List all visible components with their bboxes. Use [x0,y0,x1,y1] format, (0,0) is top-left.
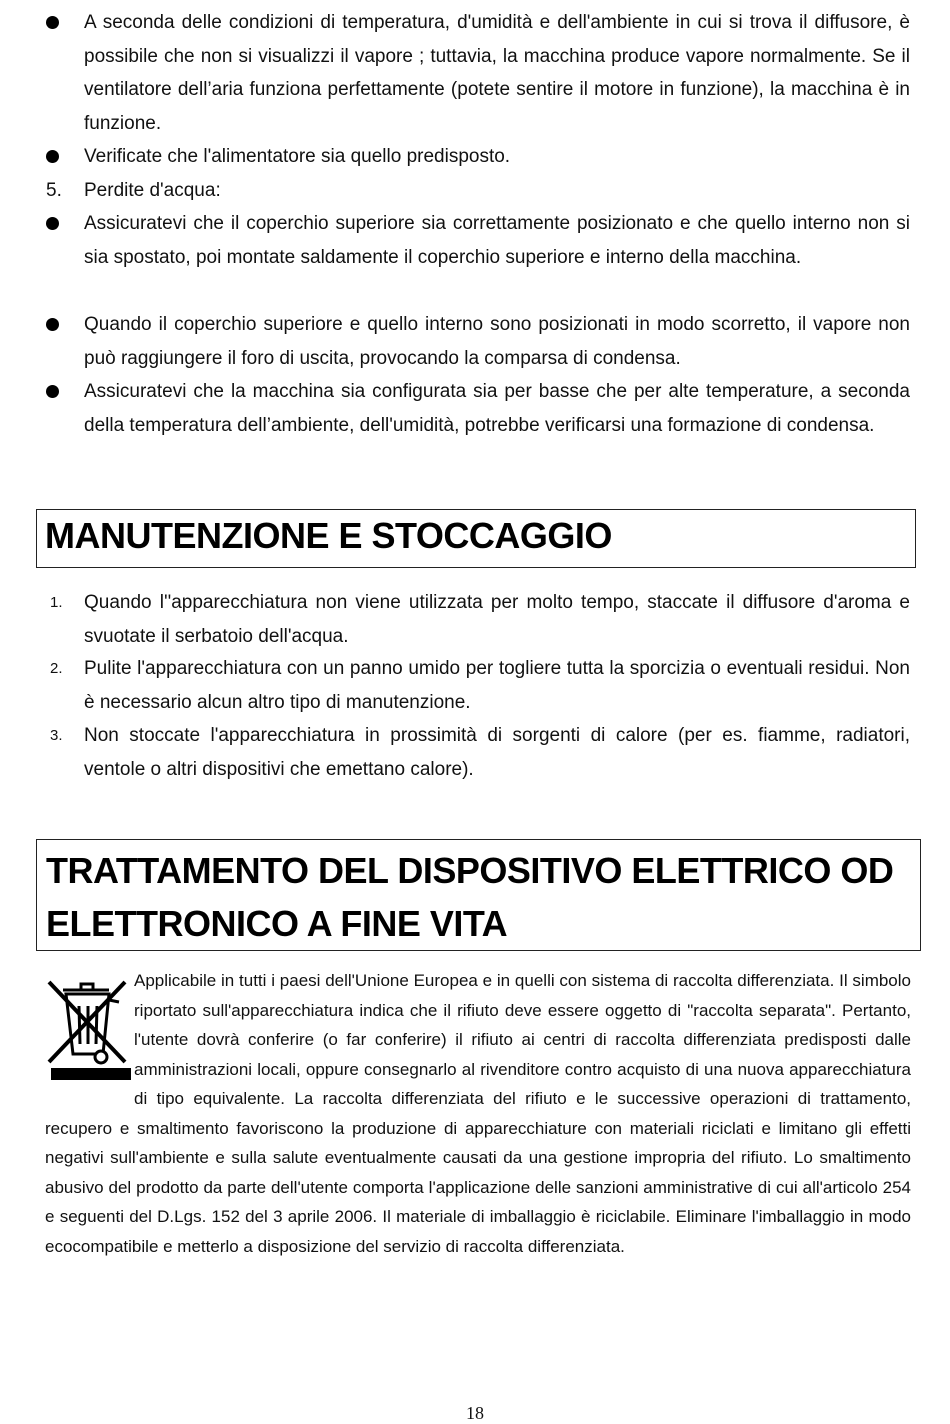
list-item-text: Perdite d'acqua: [84,180,221,201]
list-item-text: A seconda delle condizioni di temperatura, d'umidità e dell'ambiente in cui si trova il diffusore, è possibile che non si visualizzi il vapore ; tuttavia, la macchina produce vapore normalmente. Se il ventilatore dell’aria funziona perfettamente (potete sentire il motore in funzione), la macchina è in funzione. [84,12,910,134]
list-number: 2. [50,660,63,677]
weee-text: Applicabile in tutti i paesi dell'Unione Europea e in quelli con sistema di raccolta differenziata. Il simbolo riportato sull'apparecchiatura indica che il rifiuto deve essere oggetto di "raccolta separata". Pertanto, l'utente dovrà conferire (o far conferire) il rifiuto ai centri di raccolta differenziata predisposti dalle amministrazioni locali, oppure consegnarlo al rivenditore contro acquisto di una nuova apparecchiatura di tipo equivalente. La raccolta differenziata del rifiuto e le successive operazioni di trattamento, recupero e smaltimento favoriscono la produzione di apparecchiature con materiali riciclati e limitano gli effetti negativi sull'ambiente e sulla salute eventualmente causati da una gestione impropria del rifiuto. Lo smaltimento abusivo del prodotto da parte dell'utente comporta l'applicazione delle sanzioni amministrative di cui all'articolo 254 e seguenti del D.Lgs. 152 del 3 aprile 2006. Il materiale di imballaggio è riciclabile. Eliminare l'imballaggio in modo ecocompatibile e metterlo a disposizione del servizio di raccolta differenziata. [45,971,911,1256]
crossed-out-wheelie-bin-icon [45,966,131,1096]
section-heading-line: TRATTAMENTO DEL DISPOSITIVO ELETTRICO OD [46,850,894,891]
list-number: 5. [46,180,62,201]
list-item-text: Assicuratevi che il coperchio superiore sia correttamente posizionato e che quello interno non si sia spostato, poi montate saldamente il coperchio superiore e interno della macchina. [84,213,910,268]
list-item-text: Non stoccate l'apparecchiatura in prossimità di sorgenti di calore (per es. fiamme, radiatori, ventole o altri dispositivi che emettano calore). [84,725,910,780]
section-heading-line: ELETTRONICO A FINE VITA [46,903,508,944]
list-item-text: Quando il coperchio superiore e quello interno sono posizionati in modo scorretto, il vapore non può raggiungere il foro di uscita, provocando la comparsa di condensa. [84,314,910,369]
section-heading-box [36,839,921,951]
weee-paragraph [45,966,911,1261]
section-heading-box [36,509,916,568]
list-item-text: Verificate che l'alimentatore sia quello predisposto. [84,146,511,167]
section-heading: MANUTENZIONE E STOCCAGGIO [45,515,612,556]
page-number: 18 [466,1403,484,1423]
list-item-text: Quando l''apparecchiatura non viene utilizzata per molto tempo, staccate il diffusore d'aroma e svuotate il serbatoio dell'acqua. [84,592,910,647]
list-number: 3. [50,727,63,744]
list-number: 1. [50,594,63,611]
list-item-text: Assicuratevi che la macchina sia configurata sia per basse che per alte temperature, a seconda della temperatura dell’ambiente, dell'umidità, potrebbe verificarsi una formazione di condensa. [84,381,910,436]
list-item-text: Pulite l'apparecchiatura con un panno umido per togliere tutta la sporcizia o eventuali residui. Non è necessario alcun altro tipo di manutenzione. [84,658,910,713]
